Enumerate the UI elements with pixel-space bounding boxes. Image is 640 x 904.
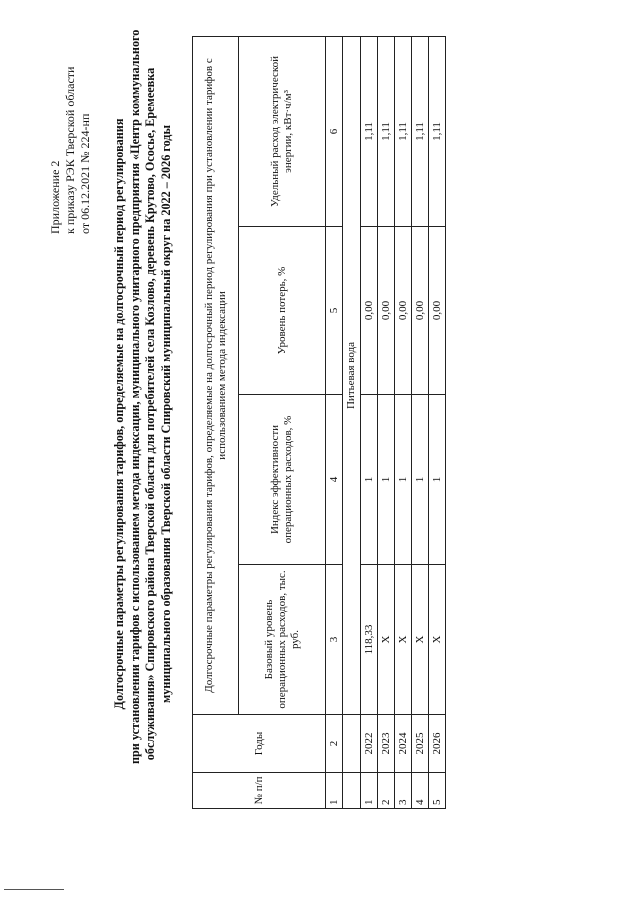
row-year: 2023 [378,715,395,773]
document-heading [112,29,174,764]
row-number: 2 [378,773,395,809]
row-losses: 0,00 [429,227,446,395]
table-row [361,36,378,808]
row-losses: 0,00 [412,227,429,395]
section-title: Питьевая вода [343,36,361,714]
row-losses: 0,00 [361,227,378,395]
column-index-cell: 4 [326,395,343,565]
section-spacer [343,715,361,773]
row-energy: 1,11 [412,36,429,226]
header-group: Долгосрочные параметры регулирования тарифов, определяемые на долгосрочный период регулирования при установлении тарифов с использованием метода индексации [193,36,239,714]
row-number: 3 [395,773,412,809]
row-losses: 0,00 [395,227,412,395]
row-efficiency: 1 [395,395,412,565]
section-row [343,36,361,808]
column-index-cell: 1 [326,773,343,809]
row-energy: 1,11 [395,36,412,226]
scan-edge-line [4,889,64,890]
table-row [378,36,395,808]
row-efficiency: 1 [429,395,446,565]
row-efficiency: 1 [361,395,378,565]
row-losses: 0,00 [378,227,395,395]
header-losses: Уровень потерь, % [239,227,326,395]
section-spacer [343,773,361,809]
header-energy: Удельный расход электрической энергии, кВт·ч/м³ [239,36,326,226]
row-efficiency: 1 [412,395,429,565]
heading-line-4: муниципального образования Тверской области Спировский муниципальный округ на 2022 – 2026 годы [158,125,173,703]
header-efficiency: Индекс эффективности операционных расходов, % [239,395,326,565]
appendix-title: Приложение 2 [48,160,62,234]
row-energy: 1,11 [361,36,378,226]
heading-line-3: обслуживания» Спировского района Тверской области для потребителей села Козлово, деревень Крутово, Ососье, Еремеевка [143,67,157,761]
row-base-level: Х [395,565,412,715]
row-number: 1 [361,773,378,809]
heading-line-2: при установлении тарифов с использованием метода индексации, муниципального унитарного предприятия «Центр коммунального [127,29,142,764]
header-years: Годы [193,715,326,773]
row-number: 4 [412,773,429,809]
column-index-cell: 6 [326,36,343,226]
header-base-level: Базовый уровень операционных расходов, тыс. руб. [239,565,326,715]
column-index-cell: 2 [326,715,343,773]
row-year: 2022 [361,715,378,773]
column-index-cell: 5 [326,227,343,395]
table-row [395,36,412,808]
row-energy: 1,11 [429,36,446,226]
row-number: 5 [429,773,446,809]
row-base-level: Х [412,565,429,715]
header-num: № п/п [193,773,326,809]
table-row [429,36,446,808]
row-year: 2026 [429,715,446,773]
row-year: 2025 [412,715,429,773]
appendix-order-date: от 06.12.2021 № 224-нп [78,113,92,234]
heading-line-1: Долгосрочные параметры регулирования тарифов, определяемые на долгосрочный период регулирования [112,118,126,710]
row-year: 2024 [395,715,412,773]
column-index-row [326,36,343,808]
row-base-level: Х [429,565,446,715]
row-energy: 1,11 [378,36,395,226]
column-index-cell: 3 [326,565,343,715]
table-row [412,36,429,808]
row-efficiency: 1 [378,395,395,565]
appendix-order-ref: к приказу РЭК Тверской области [63,66,77,234]
row-base-level: Х [378,565,395,715]
appendix-block [48,14,93,234]
tariff-parameters-table [192,36,446,809]
row-base-level: 118,33 [361,565,378,715]
